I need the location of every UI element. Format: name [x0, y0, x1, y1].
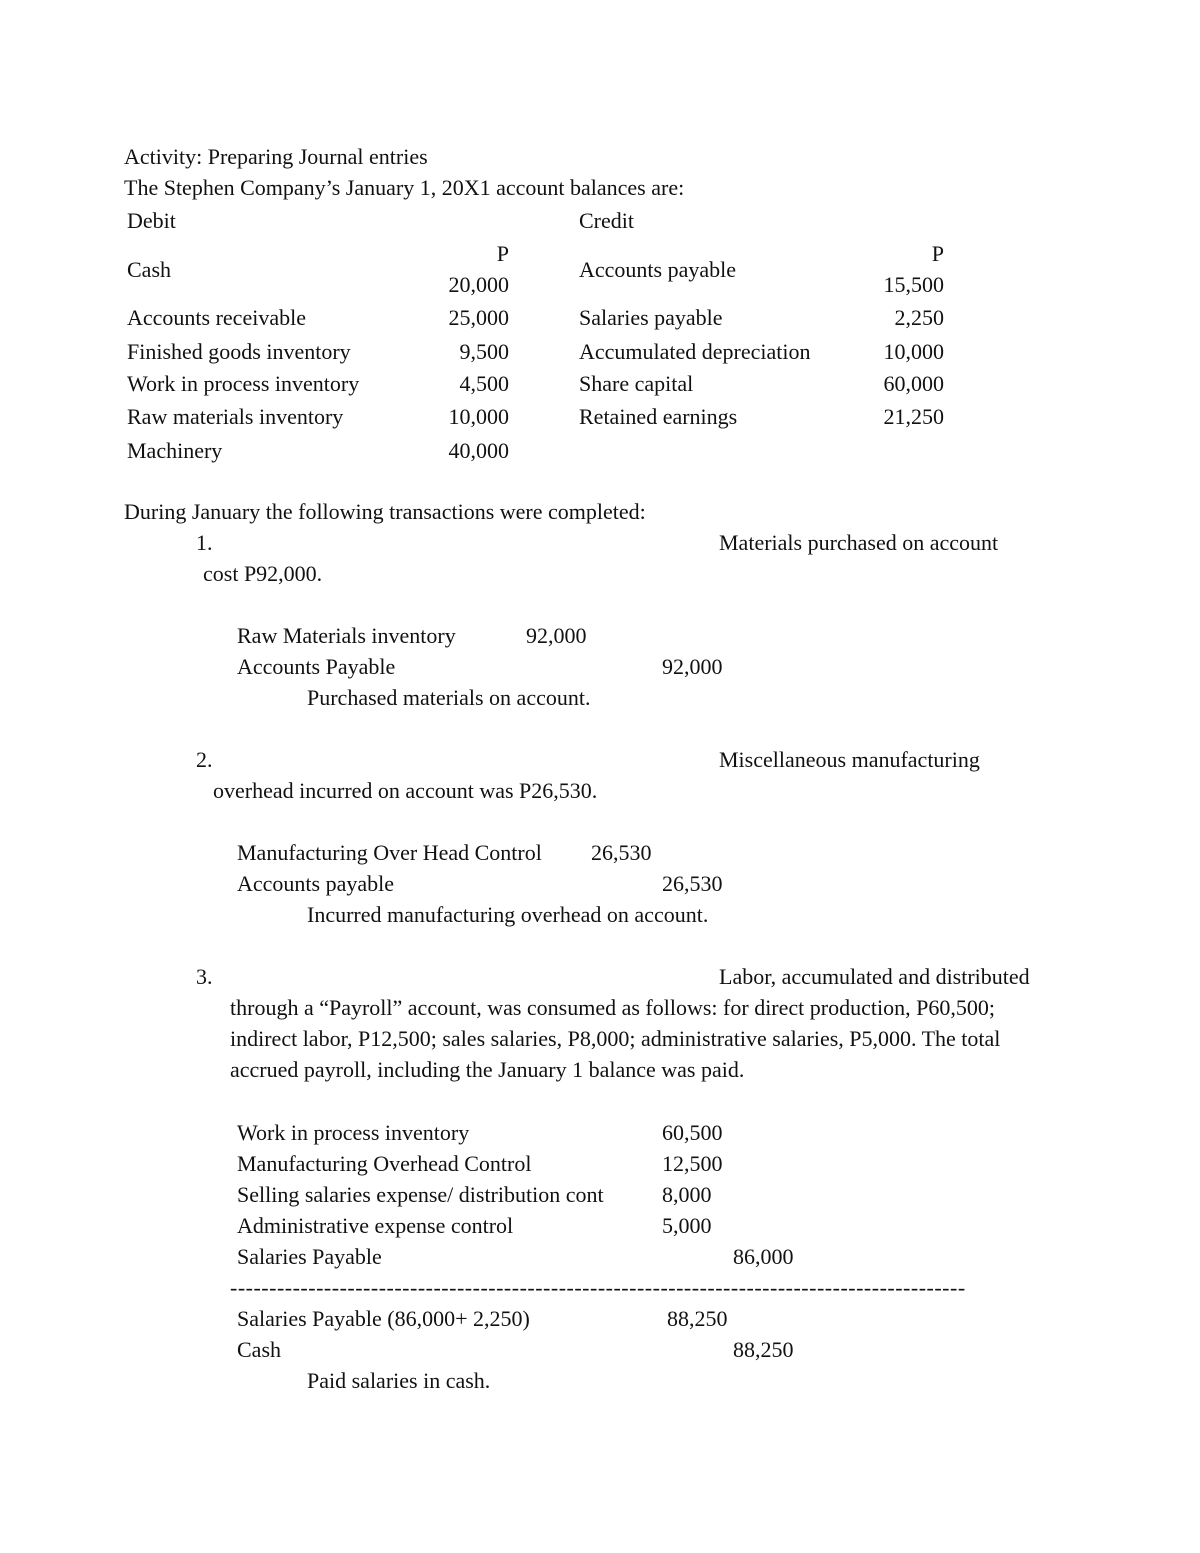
debit-account: Machinery [127, 438, 223, 463]
transactions-intro: During January the following transactions were completed: [124, 499, 646, 524]
journal-credit-account: Salaries Payable [237, 1244, 382, 1269]
debit-amount: 10,000 [448, 404, 509, 429]
credit-amount: 60,000 [883, 371, 944, 396]
debit-account: Cash [127, 257, 171, 282]
journal-explanation: Purchased materials on account. [307, 685, 591, 710]
debit-currency-symbol: P [496, 241, 509, 266]
journal-debit-account: Manufacturing Over Head Control [237, 840, 542, 865]
journal-credit-account: Accounts payable [237, 871, 394, 896]
journal-debit-account: Work in process inventory [237, 1120, 470, 1145]
page-title: Activity: Preparing Journal entries [124, 144, 428, 169]
journal-debit-account: Raw Materials inventory [237, 623, 456, 648]
journal-credit-amount: 92,000 [662, 654, 723, 679]
transaction-description-cont: cost P92,000. [203, 561, 323, 586]
transaction-number: 3. [196, 964, 213, 989]
debit-heading: Debit [127, 208, 176, 233]
credit-account: Share capital [579, 371, 694, 396]
journal-debit-amount: 26,530 [591, 840, 652, 865]
transaction-description: Miscellaneous manufacturing [719, 747, 980, 772]
debit-amount: 40,000 [448, 438, 509, 463]
journal-debit-account: Selling salaries expense/ distribution cont [237, 1182, 604, 1207]
transaction-number: 1. [196, 530, 213, 555]
journal-debit-account: Administrative expense control [237, 1213, 514, 1238]
transaction-number: 2. [196, 747, 213, 772]
transaction-description: Labor, accumulated and distributed [719, 964, 1030, 989]
journal-debit-amount: 92,000 [526, 623, 587, 648]
credit-heading: Credit [579, 208, 634, 233]
transaction-description-cont: overhead incurred on account was P26,530. [213, 778, 598, 803]
debit-amount: 20,000 [448, 272, 509, 297]
journal-explanation: Incurred manufacturing overhead on account. [307, 902, 709, 927]
intro-text: The Stephen Company’s January 1, 20X1 account balances are: [124, 175, 685, 200]
debit-amount: 9,500 [459, 339, 509, 364]
credit-account: Accumulated depreciation [579, 339, 811, 364]
journal-credit-amount: 88,250 [733, 1337, 794, 1362]
credit-account: Retained earnings [579, 404, 738, 429]
journal-debit-amount: 12,500 [662, 1151, 723, 1176]
debit-account: Accounts receivable [127, 305, 306, 330]
journal-credit-account: Accounts Payable [237, 654, 396, 679]
transaction-description-cont: indirect labor, P12,500; sales salaries, P8,000; administrative salaries, P5,000. The total [230, 1026, 1001, 1051]
journal-debit-amount: 8,000 [662, 1182, 712, 1207]
credit-account: Salaries payable [579, 305, 723, 330]
transaction-description-cont: accrued payroll, including the January 1 balance was paid. [230, 1057, 745, 1082]
transaction-description: Materials purchased on account [719, 530, 999, 555]
debit-amount: 4,500 [459, 371, 509, 396]
credit-amount: 15,500 [883, 272, 944, 297]
credit-amount: 2,250 [894, 305, 944, 330]
journal-debit-account: Salaries Payable (86,000+ 2,250) [237, 1306, 530, 1331]
journal-debit-amount: 60,500 [662, 1120, 723, 1145]
credit-account: Accounts payable [579, 257, 736, 282]
journal-credit-amount: 26,530 [662, 871, 723, 896]
journal-credit-amount: 86,000 [733, 1244, 794, 1269]
debit-account: Raw materials inventory [127, 404, 344, 429]
journal-debit-amount: 5,000 [662, 1213, 712, 1238]
debit-account: Work in process inventory [127, 371, 360, 396]
credit-amount: 21,250 [883, 404, 944, 429]
separator-line: ---------------------------------------------------------------------------------------------- [230, 1275, 966, 1300]
journal-debit-account: Manufacturing Overhead Control [237, 1151, 532, 1176]
debit-account: Finished goods inventory [127, 339, 351, 364]
journal-debit-amount: 88,250 [667, 1306, 728, 1331]
transaction-description-cont: through a “Payroll” account, was consumed as follows: for direct production, P60,500; [230, 995, 995, 1020]
credit-currency-symbol: P [931, 241, 944, 266]
debit-amount: 25,000 [448, 305, 509, 330]
journal-explanation: Paid salaries in cash. [307, 1368, 491, 1393]
credit-amount: 10,000 [883, 339, 944, 364]
journal-credit-account: Cash [237, 1337, 281, 1362]
